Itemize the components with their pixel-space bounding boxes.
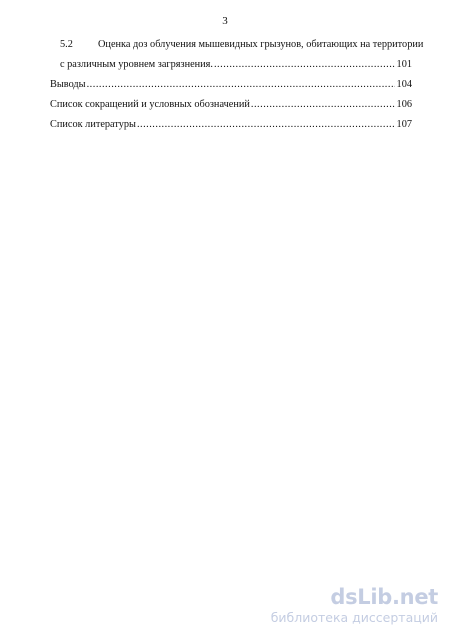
toc-dot-leader	[87, 80, 395, 90]
page-number: 3	[222, 15, 228, 27]
toc-page-number: 106	[396, 99, 412, 110]
toc-entry-conclusions	[50, 80, 412, 100]
toc-entry-title: Оценка доз облучения мышевидных грызунов, обитающих на территории	[98, 39, 424, 50]
toc-entry-title: Список литературы	[50, 119, 136, 130]
toc-dot-leader	[137, 120, 395, 130]
table-of-contents	[50, 39, 424, 140]
watermark	[270, 584, 438, 625]
toc-page-number: 104	[396, 79, 412, 90]
toc-page-number: 101	[396, 59, 412, 70]
watermark-brand: dsLib.net	[330, 584, 438, 609]
toc-page-number: 107	[396, 119, 412, 130]
toc-entry-title-continuation: с различным уровнем загрязнения.	[60, 59, 213, 70]
toc-entry-abbreviations	[50, 100, 412, 120]
toc-entry-number: 5.2	[60, 39, 73, 50]
toc-entry-references	[50, 120, 412, 140]
toc-entry-title: Выводы	[50, 79, 86, 90]
toc-entry-title: Список сокращений и условных обозначений	[50, 99, 250, 110]
toc-entry-5-2-line2	[50, 60, 412, 80]
toc-dot-leader	[214, 60, 395, 70]
toc-dot-leader	[251, 100, 395, 110]
watermark-tagline: библиотека диссертаций	[270, 609, 438, 625]
toc-entry-5-2-line1	[50, 39, 424, 60]
